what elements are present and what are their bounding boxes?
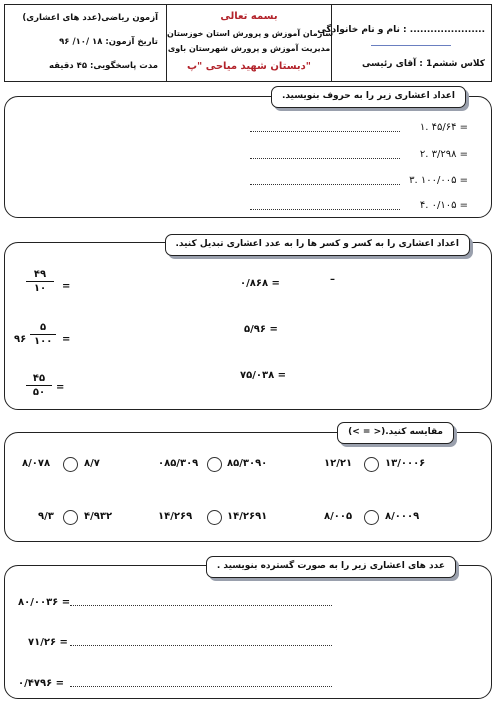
student-name-field[interactable]: نام و نام خانوادگی : ...................... <box>317 25 485 35</box>
org-province: سازمان آموزش و پرورش استان خوزستان <box>167 29 334 38</box>
exam-header <box>4 4 492 82</box>
fraction-49-10 <box>26 269 54 294</box>
exam-date: تاریخ آزمون: ۱۸ /۱۰/ ۹۶ <box>59 37 158 47</box>
compare-circle-6[interactable] <box>63 510 78 525</box>
compare-b-5: ۱۴/۲۶۹ <box>158 511 193 522</box>
decimal-item-3: ۷۵/۰۳۸ = <box>240 370 287 381</box>
compare-a-6: ۴/۹۳۲ <box>84 511 113 522</box>
compare-circle-3[interactable] <box>63 457 78 472</box>
expanded-item-3: ۰/۴۷۹۶ = <box>18 678 65 689</box>
student-info <box>317 5 491 81</box>
decimal-item-1: ۰/۸۶۸ = <box>240 278 280 289</box>
school-name: دبستان شهید میاحی "پ" <box>186 61 311 72</box>
compare-a-2: ۸۵/۳۰۹۰ <box>227 458 268 469</box>
compare-b-6: ۹/۳ <box>38 511 54 522</box>
compare-circle-1[interactable] <box>364 457 379 472</box>
compare-a-1: ۱۳/۰۰۰۶ <box>385 458 426 469</box>
compare-circle-2[interactable] <box>207 457 222 472</box>
fraction-denominator: ۱۰ <box>33 283 47 294</box>
q4-answer-line[interactable] <box>250 209 400 210</box>
decimal-item-2: ۵/۹۶ = <box>244 324 278 335</box>
name-underline <box>371 45 451 46</box>
section4-title: عدد های اعشاری زیر را به صورت گسترده بنویسید . <box>206 556 456 578</box>
compare-b-1: ۱۲/۲۱ <box>324 458 353 469</box>
exam-title: آزمون ریاضی(عدد های اعشاری) <box>22 13 158 23</box>
q1-item: ۱. ۴۵/۶۴ = <box>419 122 468 133</box>
class-teacher: کلاس ششم1 : آقای رئیسی <box>361 59 485 69</box>
expanded-answer-line-3[interactable] <box>70 686 332 687</box>
fraction-96-5-100 <box>30 322 56 347</box>
expanded-answer-line-2[interactable] <box>70 645 332 646</box>
section-compare <box>4 432 492 542</box>
fraction-denominator: ۱۰۰ <box>34 336 53 347</box>
expanded-answer-line-1[interactable] <box>70 605 332 606</box>
org-city: مدیریت آموزش و پرورش شهرستان باوی <box>167 44 331 53</box>
fraction-numerator: ۴۹ <box>33 269 47 280</box>
fraction-bar <box>26 281 54 282</box>
equals-sign: = <box>62 334 71 345</box>
compare-a-4: ۸/۰۰۰۹ <box>385 511 420 522</box>
compare-circle-5[interactable] <box>207 510 222 525</box>
section2-title: اعداد اعشاری را به کسر و کسر ها را به عدد اعشاری تبدیل کنید. <box>165 234 471 256</box>
q1-answer-line[interactable] <box>250 131 400 132</box>
school-info <box>167 5 334 81</box>
fraction-numerator: ۴۵ <box>32 373 46 384</box>
compare-circle-4[interactable] <box>364 510 379 525</box>
exam-duration: مدت پاسخگویی: ۴۵ دقیقه <box>49 61 158 71</box>
section1-title: اعداد اعشاری زیر را به حروف بنویسید. <box>271 86 466 108</box>
q4-item: ۴. ۰/۱۰۵ = <box>419 200 468 211</box>
q2-item: ۲. ۳/۲۹۸ = <box>419 149 468 160</box>
section3-title: مقایسه کنید.(< = >) <box>337 422 454 444</box>
equals-sign: = <box>62 281 71 292</box>
q3-item: ۳. ۱۰۰/۰۰۵ = <box>409 175 468 186</box>
equals-sign: = <box>56 382 65 393</box>
fraction-bar <box>26 385 52 386</box>
q2-answer-line[interactable] <box>250 158 400 159</box>
compare-a-5: ۱۴/۲۶۹۱ <box>227 511 268 522</box>
expanded-item-2: ۷۱/۲۶ = <box>28 637 68 648</box>
expanded-item-1: ۸۰/۰۰۳۶ = <box>18 597 71 608</box>
fraction-bar <box>30 334 56 335</box>
q3-answer-line[interactable] <box>250 184 400 185</box>
basmala: بسمه تعالی <box>220 11 278 22</box>
compare-a-3: ۸/۷ <box>84 458 100 469</box>
fraction-denominator: ۵۰ <box>32 387 46 398</box>
exam-info <box>5 5 167 81</box>
fraction-45-50 <box>26 373 52 398</box>
fraction-numerator: ۵ <box>39 322 47 333</box>
compare-b-2: ۰۸۵/۳۰۹ <box>158 458 199 469</box>
section-decimals-to-words <box>4 96 492 218</box>
mixed-whole: ۹۶ <box>14 334 27 345</box>
section-expanded-form <box>4 565 492 699</box>
compare-b-3: ۸/۰۷۸ <box>22 458 51 469</box>
dash-mark: – <box>330 274 335 285</box>
compare-b-4: ۸/۰۰۵ <box>324 511 353 522</box>
